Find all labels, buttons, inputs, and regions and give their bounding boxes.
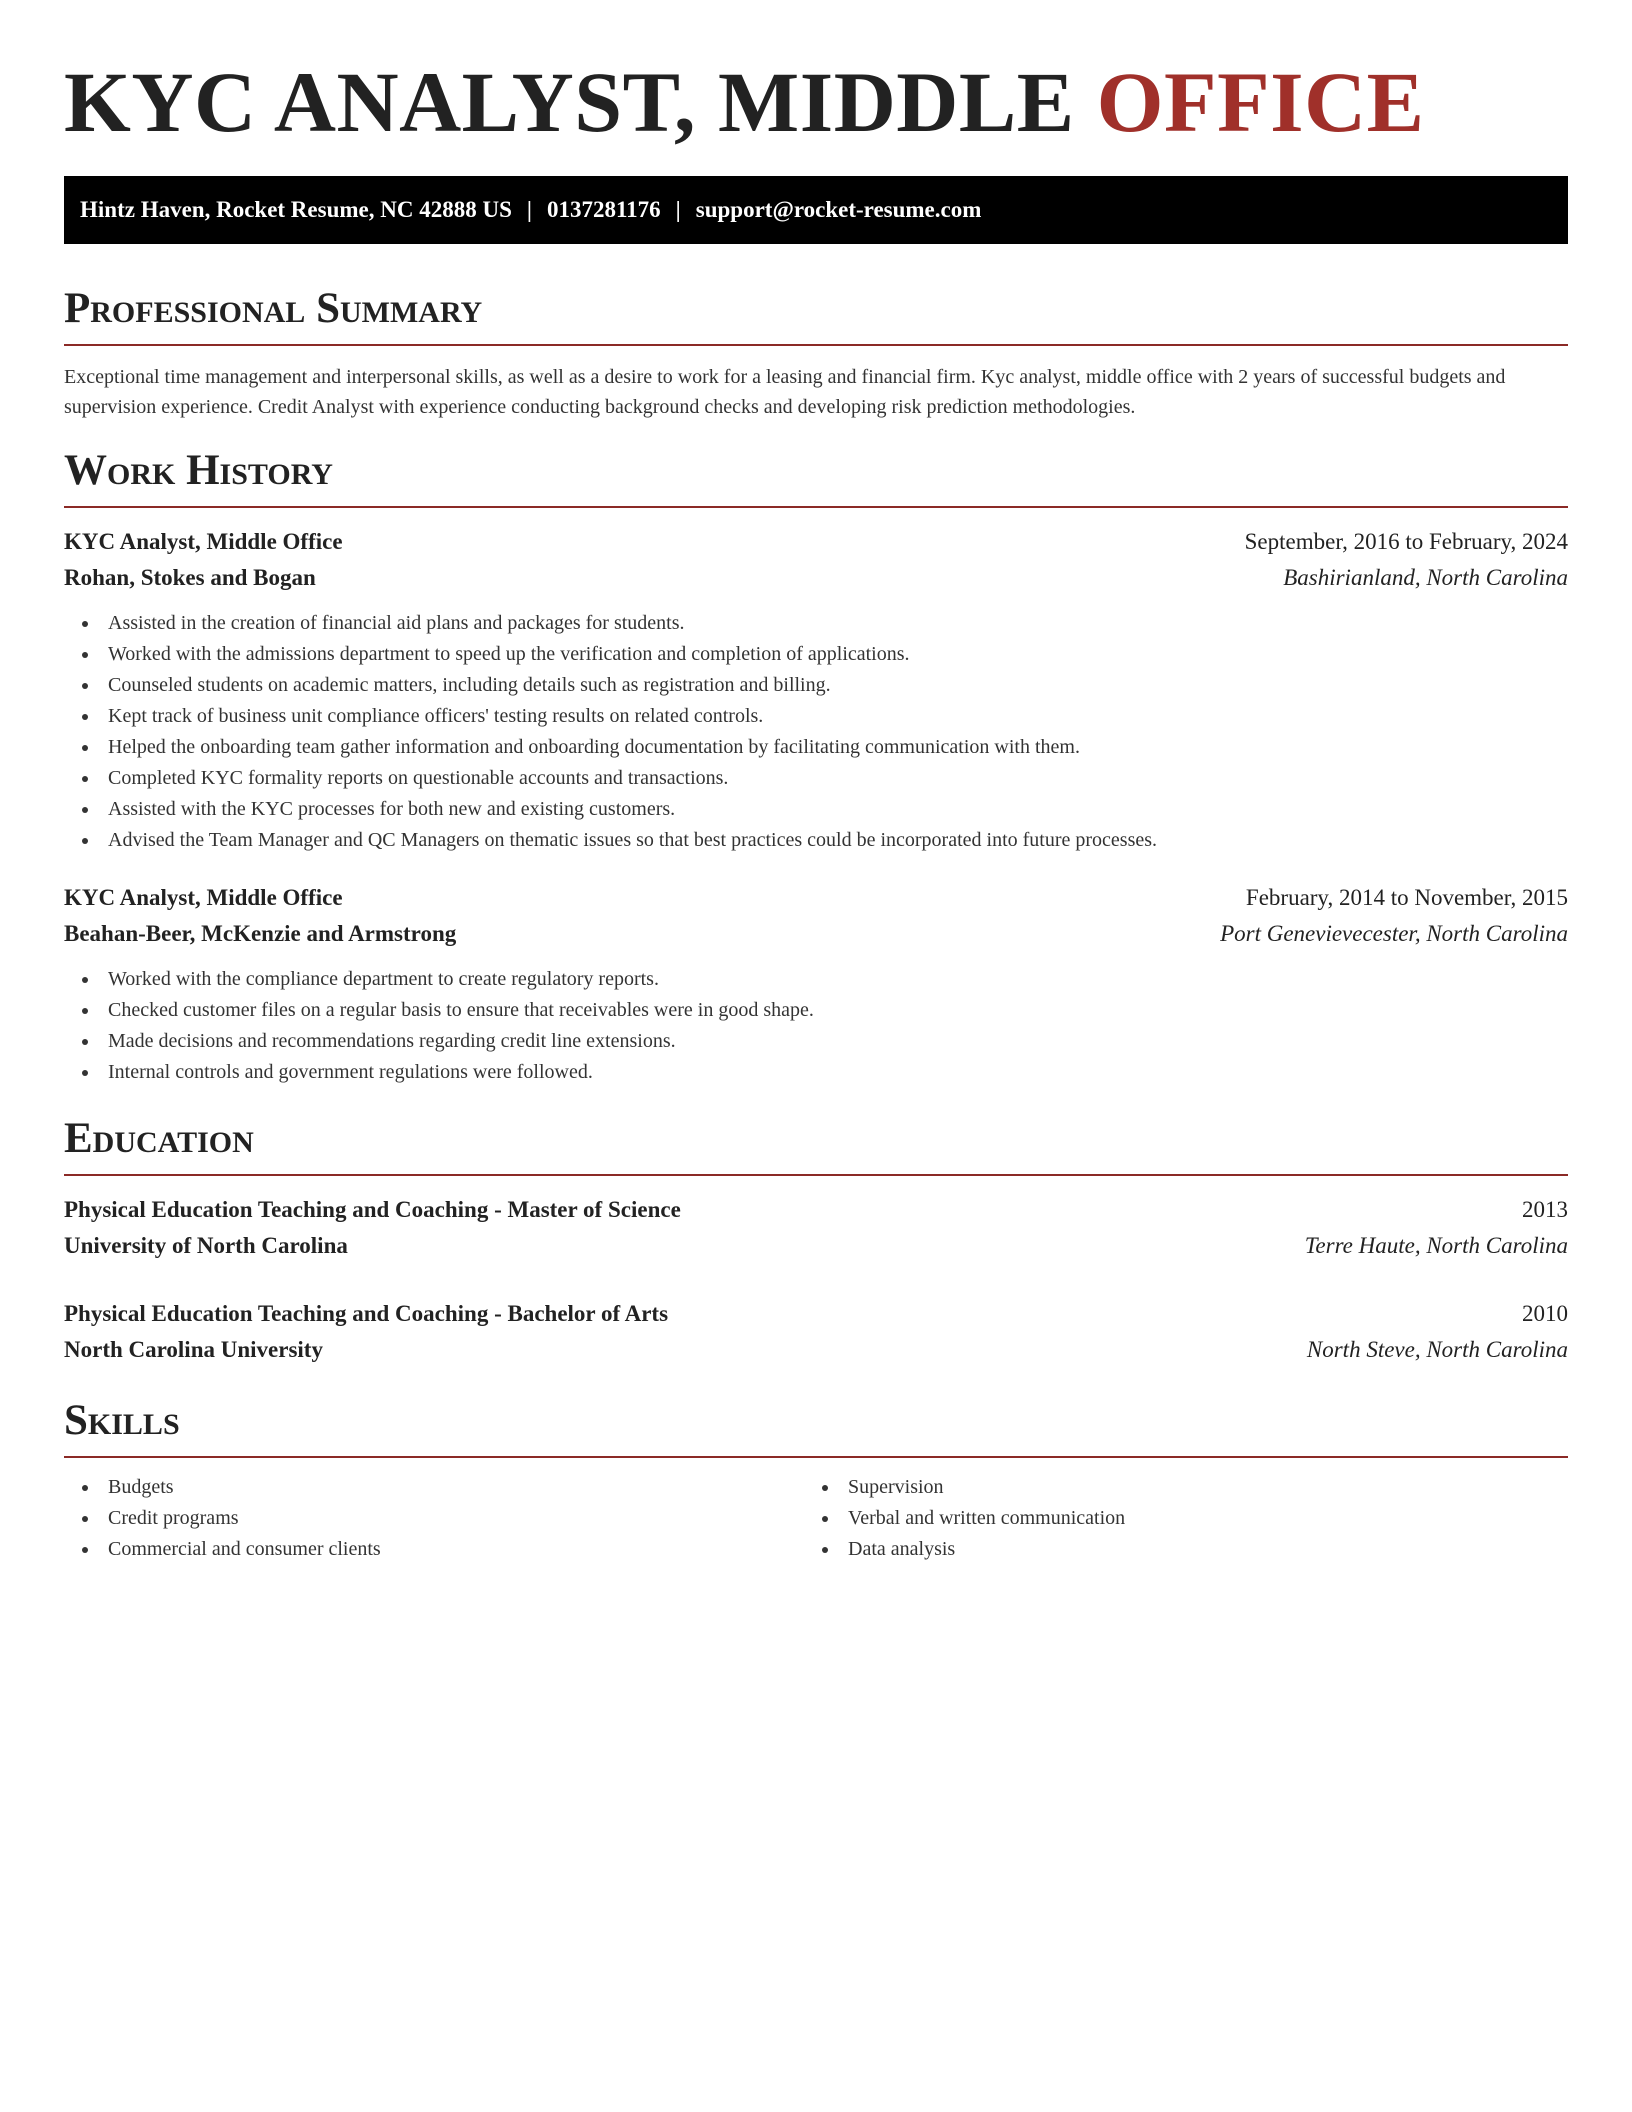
skills-section — [64, 1396, 1568, 1565]
section-title-summary: Professional Summary — [64, 285, 483, 332]
job-company-row — [64, 560, 1568, 596]
section-divider — [64, 506, 1568, 508]
job-entry — [64, 880, 1568, 1088]
list-item: Worked with the admissions department to speed up the verification and completion of applications. — [64, 639, 1568, 670]
job-company: Beahan-Beer, McKenzie and Armstrong — [64, 921, 457, 946]
list-item: Assisted with the KYC processes for both new and existing customers. — [64, 794, 1568, 825]
summary-section — [64, 284, 1568, 422]
skill-item: Data analysis — [804, 1534, 1544, 1565]
job-role: KYC Analyst, Middle Office — [64, 529, 343, 554]
section-divider — [64, 344, 1568, 346]
skill-item: Credit programs — [64, 1503, 804, 1534]
work-history-section — [64, 446, 1568, 1088]
job-role: KYC Analyst, Middle Office — [64, 885, 343, 910]
contact-bar — [64, 176, 1568, 244]
name-main: KYC ANALYST, MIDDLE — [64, 54, 1075, 150]
job-dates: February, 2014 to November, 2015 — [1245, 885, 1568, 910]
skill-item: Supervision — [804, 1472, 1544, 1503]
job-header-row — [64, 524, 1568, 560]
skill-item: Budgets — [64, 1472, 804, 1503]
list-item: Completed KYC formality reports on questionable accounts and transactions. — [64, 763, 1568, 794]
education-school-row — [64, 1332, 1568, 1368]
list-item: Worked with the compliance department to create regulatory reports. — [64, 964, 1568, 995]
skills-list-left — [64, 1472, 804, 1565]
list-item: Helped the onboarding team gather information and onboarding documentation by facilitating communication with them. — [64, 732, 1568, 763]
name-accent: OFFICE — [1096, 54, 1425, 150]
education-school-row — [64, 1228, 1568, 1264]
job-duties-list — [64, 964, 1568, 1088]
education-section — [64, 1114, 1568, 1368]
education-entry — [64, 1296, 1568, 1368]
job-duties-list — [64, 608, 1568, 856]
education-school: University of North Carolina — [64, 1233, 348, 1258]
list-item: Counseled students on academic matters, including details such as registration and billing. — [64, 670, 1568, 701]
job-header-row — [64, 880, 1568, 916]
section-divider — [64, 1456, 1568, 1458]
job-location: Bashirianland, North Carolina — [1283, 565, 1568, 590]
contact-separator: | — [526, 197, 532, 222]
contact-separator: | — [675, 197, 681, 222]
list-item: Kept track of business unit compliance officers' testing results on related controls. — [64, 701, 1568, 732]
list-item: Internal controls and government regulations were followed. — [64, 1057, 1568, 1088]
education-degree: Physical Education Teaching and Coaching - Bachelor of Arts — [64, 1301, 669, 1326]
education-location: North Steve, North Carolina — [1306, 1337, 1568, 1362]
job-entry — [64, 524, 1568, 856]
contact-address: Hintz Haven, Rocket Resume, NC 42888 US — [80, 197, 512, 222]
section-title-work-history: Work History — [64, 447, 333, 494]
skills-list-right — [804, 1472, 1544, 1565]
resume-page — [64, 0, 1568, 1565]
education-location: Terre Haute, North Carolina — [1304, 1233, 1568, 1258]
contact-email: support@rocket-resume.com — [695, 197, 982, 222]
list-item: Checked customer files on a regular basis to ensure that receivables were in good shape. — [64, 995, 1568, 1026]
job-location: Port Genevievecester, North Carolina — [1220, 921, 1568, 946]
skills-grid — [64, 1472, 1568, 1565]
education-degree-row — [64, 1192, 1568, 1228]
list-item: Advised the Team Manager and QC Managers on thematic issues so that best practices could be incorporated into future processes. — [64, 825, 1568, 856]
skill-item: Commercial and consumer clients — [64, 1534, 804, 1565]
list-item: Assisted in the creation of financial aid plans and packages for students. — [64, 608, 1568, 639]
summary-text: Exceptional time management and interpersonal skills, as well as a desire to work for a leasing and financial firm. Kyc analyst, middle office with 2 years of successful budgets and supervision experience. Credit Analyst with experience conducting background checks and developing risk prediction methodologies. — [64, 366, 1506, 418]
skill-item: Verbal and written communication — [804, 1503, 1544, 1534]
section-divider — [64, 1174, 1568, 1176]
section-title-skills: Skills — [64, 1397, 180, 1444]
education-year: 2013 — [1522, 1197, 1568, 1222]
resume-name — [64, 0, 1568, 152]
job-company: Rohan, Stokes and Bogan — [64, 565, 316, 590]
job-dates: September, 2016 to February, 2024 — [1244, 529, 1568, 554]
contact-phone: 0137281176 — [546, 197, 661, 222]
section-title-education: Education — [64, 1115, 254, 1162]
education-degree: Physical Education Teaching and Coaching - Master of Science — [64, 1197, 681, 1222]
education-school: North Carolina University — [64, 1337, 323, 1362]
education-entry — [64, 1192, 1568, 1264]
list-item: Made decisions and recommendations regarding credit line extensions. — [64, 1026, 1568, 1057]
education-year: 2010 — [1522, 1301, 1568, 1326]
education-degree-row — [64, 1296, 1568, 1332]
job-company-row — [64, 916, 1568, 952]
